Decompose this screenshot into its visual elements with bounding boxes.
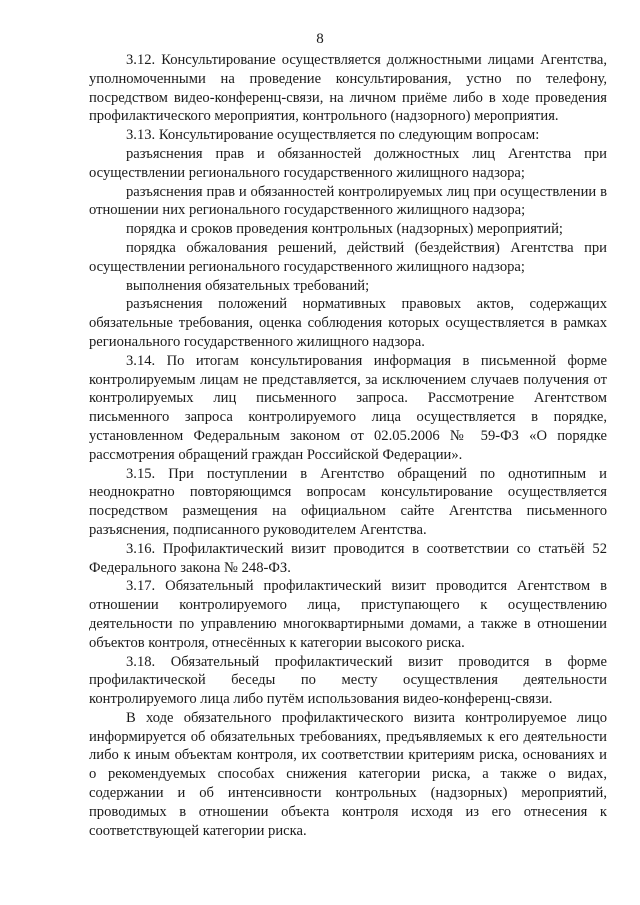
paragraph-3-16: 3.16. Профилактический визит проводится в соответствии со статьёй 52 Федерального закона № 248-ФЗ. (89, 540, 607, 576)
list-item-procedure-terms: порядка и сроков проведения контрольных (надзорных) мероприятий; (126, 221, 563, 238)
paragraph-3-13: 3.13. Консультирование осуществляется по следующим вопросам: (126, 127, 540, 144)
list-item-appeal-procedure: порядка обжалования решений, действий (бездействия) Агентства при осуществлении регионального государственного жилищного надзора; (89, 239, 607, 275)
document-body (89, 51, 607, 840)
list-item-rights-officials: разъяснения прав и обязанностей должностных лиц Агентства при осуществлении регионального государственного жилищного надзора; (89, 145, 607, 181)
list-item-requirements: выполнения обязательных требований; (126, 277, 370, 294)
paragraph-3-14: 3.14. По итогам консультирования информация в письменной форме контролируемым лицам не представляется, за исключением случаев получения от контролируемых лиц письменного запроса. Рассмотрение Агентством письменного запроса контролируемого лица осуществляется в порядке, установленном Федеральным законом от 02.05.2006 № 59-ФЗ «О порядке рассмотрения обращений граждан Российской Федерации». (89, 352, 607, 463)
paragraph-3-12: 3.12. Консультирование осуществляется должностными лицами Агентства, уполномоченными на проведение консультирования, устно по телефону, посредством видео-конференц-связи, на личном приёме либо в ходе проведения профилактического мероприятия, контрольного (надзорного) мероприятия. (89, 52, 607, 125)
paragraph-3-17: 3.17. Обязательный профилактический визит проводится Агентством в отношении контролируемого лица, приступающего к осуществлению деятельности по управлению многоквартирными домами, а также в отношении объектов контроля, отнесённых к категории высокого риска. (89, 578, 607, 651)
list-item-regulations: разъяснения положений нормативных правовых актов, содержащих обязательные требования, оценка соблюдения которых осуществляется в рамках регионального государственного жилищного надзора. (89, 296, 607, 350)
paragraph-3-15: 3.15. При поступлении в Агентство обращений по однотипным и неоднократно повторяющимся вопросам консультирование осуществляется посредством размещения на официальном сайте Агентства письменного разъяснения, подписанного руководителем Агентства. (89, 465, 607, 538)
page-number: 8 (316, 31, 324, 47)
paragraph-visit-info: В ходе обязательного профилактического визита контролируемое лицо информируется об обязательных требованиях, предъявляемых к его деятельности либо к иным объектам контроля, их соответствии критериям риска, основаниях и о рекомендуемых способах снижения категории риска, а также о видах, содержании и об интенсивности контрольных (надзорных) мероприятий, проводимых в отношении объекта контроля исходя из его отнесения к соответствующей категории риска. (89, 709, 607, 839)
paragraph-3-18: 3.18. Обязательный профилактический визит проводится в форме профилактической беседы по месту осуществления деятельности контролируемого лица либо путём использования видео-конференц-связи. (89, 653, 607, 708)
list-item-rights-controlled: разъяснения прав и обязанностей контролируемых лиц при осуществлении в отношении них регионального государственного жилищного надзора; (89, 183, 607, 219)
